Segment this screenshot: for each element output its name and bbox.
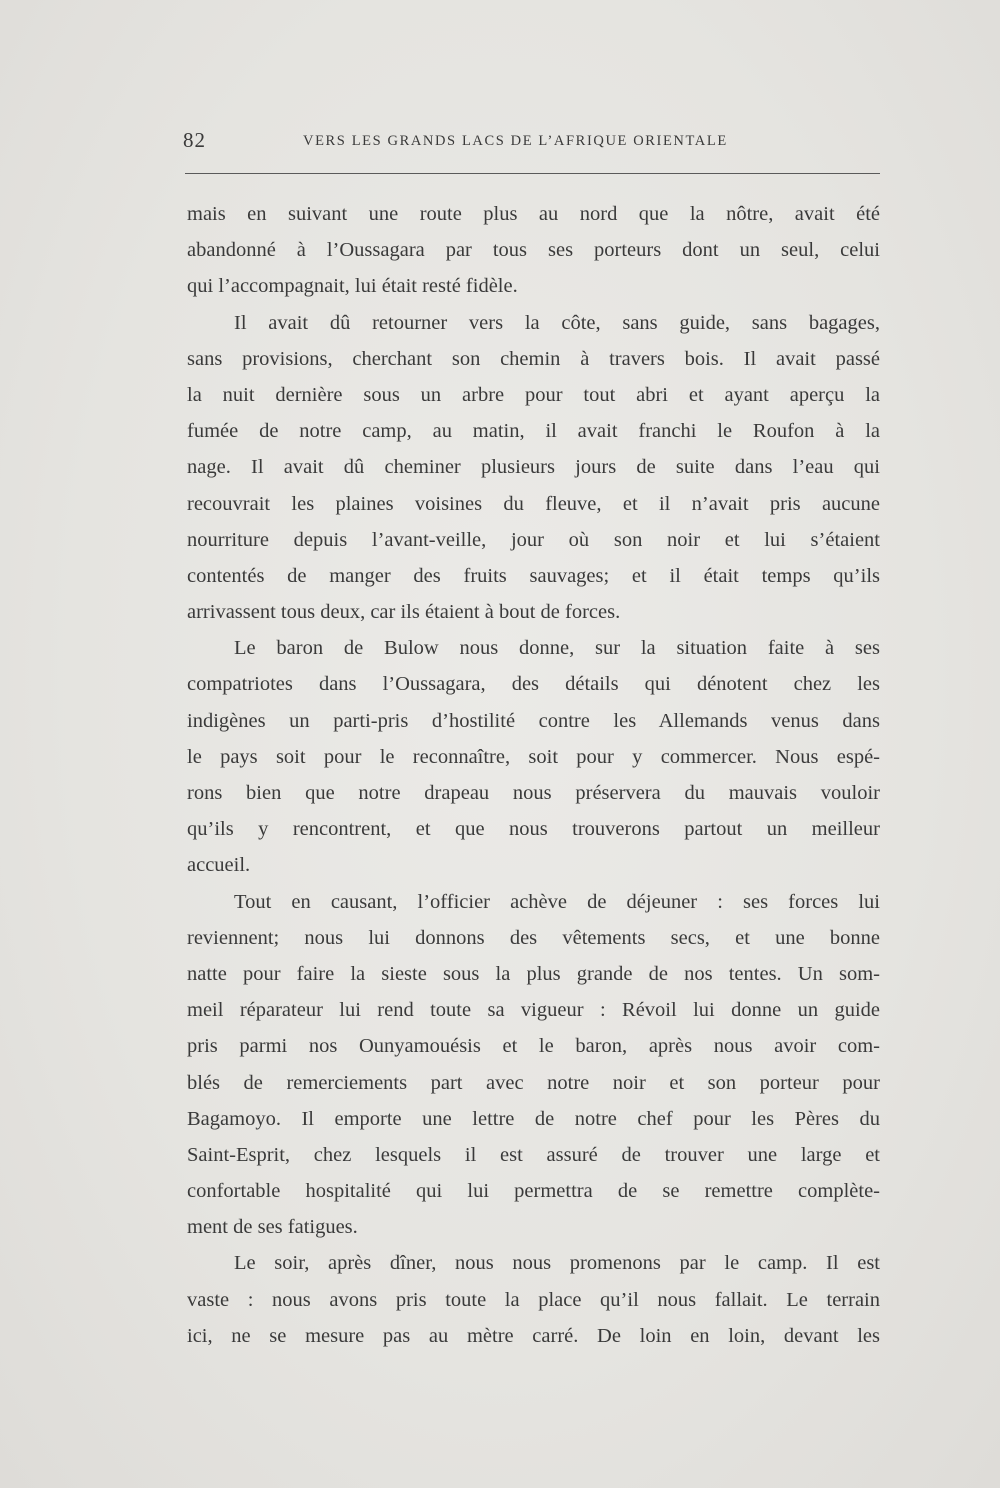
text-line: vaste : nous avons pris toute la place qu’il nous fallait. Le terrain — [187, 1288, 880, 1311]
text-line: abandonné à l’Oussagara par tous ses porteurs dont un seul, celui — [187, 239, 880, 262]
body-text — [187, 196, 880, 1354]
text-line: le pays soit pour le reconnaître, soit pour y commercer. Nous espé- — [187, 745, 880, 768]
text-line: arrivassent tous deux, car ils étaient à bout de forces. — [187, 601, 621, 624]
text-line: Tout en causant, l’officier achève de déjeuner : ses forces lui — [234, 890, 880, 913]
text-line: confortable hospitalité qui lui permettra de se remettre complète- — [187, 1180, 880, 1203]
text-line: ment de ses fatigues. — [187, 1216, 358, 1239]
text-line: Le baron de Bulow nous donne, sur la situation faite à ses — [234, 637, 880, 660]
text-line: recouvrait les plaines voisines du fleuve, et il n’avait pris aucune — [187, 492, 880, 515]
text-line: meil réparateur lui rend toute sa vigueur : Révoil lui donne un guide — [187, 999, 880, 1022]
paragraph — [187, 196, 880, 305]
text-line: natte pour faire la sieste sous la plus grande de nos tentes. Un som- — [187, 962, 880, 985]
page-number: 82 — [183, 128, 206, 152]
text-line: contentés de manger des fruits sauvages; et il était temps qu’ils — [187, 564, 880, 587]
text-line: pris parmi nos Ounyamouésis et le baron, après nous avoir com- — [187, 1035, 880, 1058]
text-line: Le soir, après dîner, nous nous promenons par le camp. Il est — [234, 1252, 880, 1275]
running-title: VERS LES GRANDS LACS DE L’AFRIQUE ORIENTALE — [303, 133, 728, 149]
text-line: rons bien que notre drapeau nous préservera du mauvais vouloir — [187, 782, 880, 804]
page-header — [183, 128, 880, 158]
text-line: Il avait dû retourner vers la côte, sans guide, sans bagages, — [234, 311, 880, 334]
paragraph — [187, 630, 880, 883]
text-line: blés de remerciements part avec notre noir et son porteur pour — [187, 1071, 880, 1094]
text-line: compatriotes dans l’Oussagara, des détails qui dénotent chez les — [187, 673, 880, 696]
text-line: Bagamoyo. Il emporte une lettre de notre chef pour les Pères du — [187, 1107, 880, 1130]
text-line: qu’ils y rencontrent, et que nous trouverons partout un meilleur — [187, 818, 880, 841]
text-line: nourriture depuis l’avant-veille, jour où son noir et lui s’étaient — [187, 528, 880, 551]
text-line: la nuit dernière sous un arbre pour tout abri et ayant aperçu la — [187, 383, 880, 406]
text-line: fumée de notre camp, au matin, il avait franchi le Roufon à la — [187, 420, 880, 443]
text-line: qui l’accompagnait, lui était resté fidèle. — [187, 275, 518, 298]
header-rule — [185, 173, 880, 174]
text-line: ici, ne se mesure pas au mètre carré. De loin en loin, devant les — [187, 1324, 880, 1347]
paragraph — [187, 884, 880, 1246]
text-line: mais en suivant une route plus au nord que la nôtre, avait été — [187, 203, 880, 225]
paragraph — [187, 1245, 880, 1354]
paragraph — [187, 305, 880, 631]
text-line: accueil. — [187, 854, 251, 877]
text-line: reviennent; nous lui donnons des vêtements secs, et une bonne — [187, 926, 880, 949]
text-line: sans provisions, cherchant son chemin à travers bois. Il avait passé — [187, 347, 880, 370]
text-line: nage. Il avait dû cheminer plusieurs jours de suite dans l’eau qui — [187, 456, 880, 479]
text-line: Saint-Esprit, chez lesquels il est assuré de trouver une large et — [187, 1143, 880, 1166]
text-line: indigènes un parti-pris d’hostilité contre les Allemands venus dans — [187, 709, 880, 732]
